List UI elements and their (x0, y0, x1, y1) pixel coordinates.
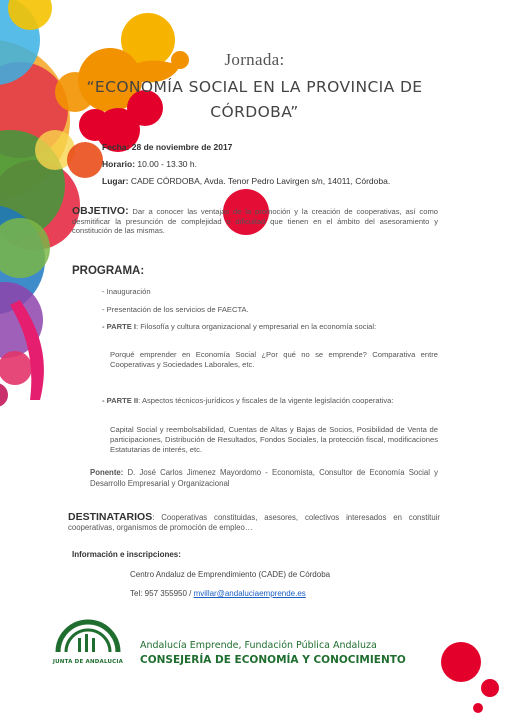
footer-consejeria: CONSEJERÍA DE ECONOMÍA Y CONOCIMIENTO (140, 654, 406, 666)
destinatarios-label: DESTINATARIOS (68, 511, 153, 523)
programa-item-presentacion: - Presentación de los servicios de FAECTA. (102, 305, 249, 314)
horario-label: Horario: (102, 159, 136, 169)
parte-2-label: - PARTE II (102, 396, 139, 405)
horario-value: 10.00 - 13.30 h. (135, 159, 197, 169)
ponente-paragraph (90, 468, 438, 489)
fecha-value: 28 de noviembre de 2017 (129, 142, 233, 152)
parte-1-text: : Filosofía y cultura organizacional y empresarial en la economía social: (136, 322, 377, 331)
lugar-label: Lugar: (102, 176, 129, 186)
info-tel: Tel: 957 355950 / (130, 589, 194, 598)
title-jornada: Jornada: (224, 50, 285, 69)
fecha-label: Fecha: (102, 142, 130, 152)
programa-parte-2 (102, 396, 437, 406)
parte-2-detail: Capital Social y reembolsabilidad, Cuentas de Altas y Bajas de Socios, Posibilidad de Venta de participaciones, Distribución de Resultados, Fondos Sociales, la protección fiscal, modificaciones Estatutarias de interés, etc. (110, 425, 438, 454)
programa-parte-1 (102, 322, 437, 332)
objetivo-paragraph (72, 207, 438, 236)
junta-logo-text: JUNTA DE ANDALUCIA (52, 659, 124, 665)
footer-andalucia-emprende: Andalucía Emprende, Fundación Pública Andaluza (140, 640, 377, 651)
parte-1-detail: Porqué emprender en Economía Social ¿Por qué no se emprende? Comparativa entre Cooperativas y Sociedades Laborales, etc. (110, 350, 438, 369)
email-link[interactable]: mvillar@andaluciaemprende.es (193, 589, 306, 598)
title-main (0, 75, 509, 125)
info-contact (130, 589, 306, 598)
programa-title: PROGRAMA: (72, 265, 145, 277)
parte-2-text: : Aspectos técnicos-jurídicos y fiscales de la vigente legislación cooperativa: (138, 396, 394, 405)
lugar-line (102, 176, 390, 186)
fecha-line (102, 142, 232, 152)
destinatarios-text: : Cooperativas constituidas, asesores, colectivos interesados en constituir cooperativas, organismos de promoción de empleo… (68, 513, 440, 532)
programa-item-inauguracion: - Inauguración (102, 287, 151, 296)
title-main-line-2: CÓRDOBA” (210, 103, 299, 121)
objetivo-text: Dar a conocer las ventajas de la promoción y la creación de cooperativas, así como desmitificar la presunción de complejidad o dificultad que tienen en el ámbito del asesoramiento y constitución de las mismas. (72, 207, 438, 235)
info-title: Información e inscripciones: (72, 550, 181, 559)
destinatarios-paragraph (68, 512, 440, 533)
lugar-value: CADE CÓRDOBA, Avda. Tenor Pedro Lavirgen s/n, 14011, Córdoba. (128, 176, 391, 186)
junta-logo-icon (52, 618, 124, 658)
ponente-text: D. José Carlos Jimenez Mayordomo - Economista, Consultor de Economía Social y Desarrollo Empresarial y Organizacional (90, 468, 438, 488)
parte-1-label: - PARTE I (102, 322, 137, 331)
objetivo-label: OBJETIVO: (72, 205, 129, 217)
info-centro: Centro Andaluz de Emprendimiento (CADE) de Córdoba (130, 570, 331, 579)
title-main-line-1: “ECONOMÍA SOCIAL EN LA PROVINCIA DE (86, 78, 423, 96)
ponente-label: Ponente: (90, 468, 124, 477)
horario-line (102, 159, 197, 169)
